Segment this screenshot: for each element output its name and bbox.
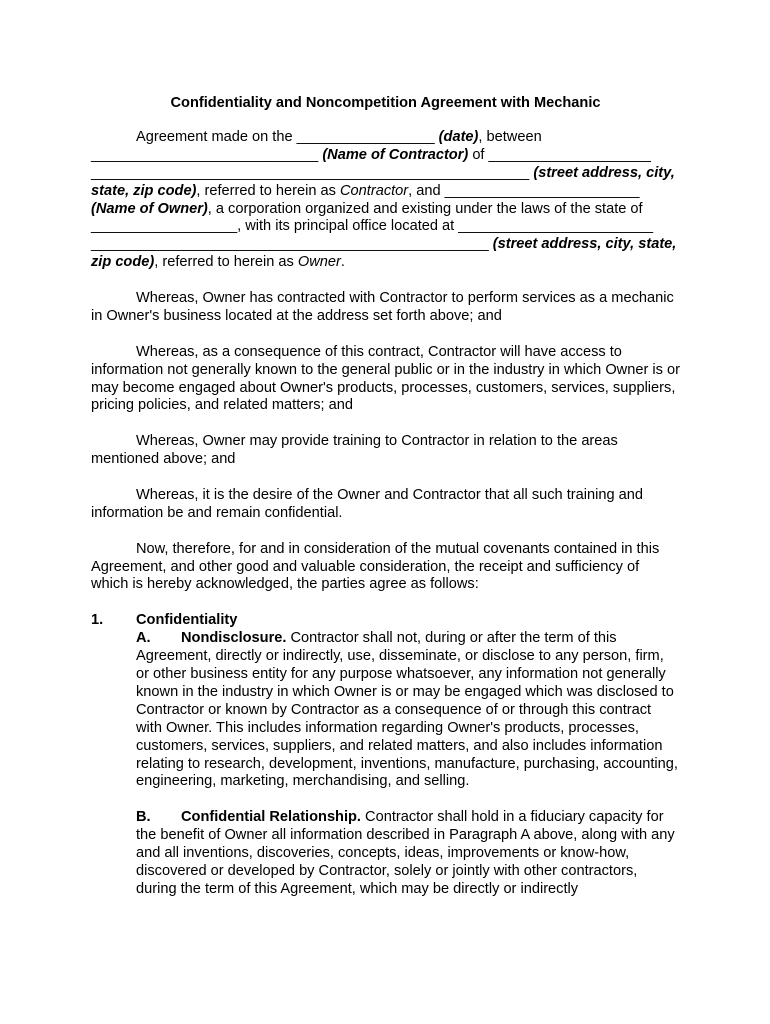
whereas-paragraph-3: Whereas, Owner may provide training to Contractor in relation to the areas mentioned above; and bbox=[91, 433, 618, 468]
section-1-heading bbox=[91, 612, 680, 630]
paragraph-a-title: Nondisclosure. bbox=[181, 630, 287, 647]
contractor-address-placeholder: (street address, city, state, zip code) bbox=[91, 164, 675, 199]
intro-text: , referred to herein as bbox=[154, 254, 298, 271]
intro-text: , referred to herein as bbox=[196, 182, 341, 199]
paragraph-a-text: Contractor shall not, during or after the term of this Agreement, directly or indirectly, use, disseminate, or disclose to any person, firm, or other business entity for any purpose whatsoever, any information not generally known in the industry in which Owner is or may be engaged which was disclosed to Contractor or known by Contractor as a consequence of or through this contract with Owner. This includes information regarding Owner's products, processes, customers, services, suppliers, and related matters, and also includes information relating to research, development, inventions, manufacture, purchasing, accounting, engineering, marketing, merchandising, and selling. bbox=[136, 630, 678, 790]
paragraph-b bbox=[91, 809, 680, 899]
intro-text: . bbox=[340, 254, 345, 271]
section-title: Confidentiality bbox=[136, 612, 238, 629]
owner-name-placeholder: (Name of Owner) bbox=[91, 200, 208, 217]
contractor-name-placeholder: (Name of Contractor) bbox=[322, 146, 469, 163]
whereas-paragraph-4: Whereas, it is the desire of the Owner and Contractor that all such training and information be and remain confidential. bbox=[91, 486, 643, 521]
whereas-paragraph-2: Whereas, as a consequence of this contract, Contractor will have access to information not generally known to the general public or in the industry in which Owner is or may become engaged about Owner's products, processes, customers, services, suppliers, pricing policies, and related matters; and bbox=[91, 343, 680, 414]
now-therefore-paragraph: Now, therefore, for and in consideration of the mutual covenants contained in this Agreement, and other good and valuable consideration, the receipt and sufficiency of which is hereby acknowledged, the parties agree as follows: bbox=[91, 540, 660, 593]
intro-text: , between ____________________________ bbox=[91, 128, 542, 163]
whereas-paragraph-1: Whereas, Owner has contracted with Contractor to perform services as a mechanic in Owner's business located at the address set forth above; and bbox=[91, 290, 674, 324]
date-placeholder: (date) bbox=[438, 128, 479, 145]
paragraph-a-label: A. bbox=[136, 630, 151, 647]
section-number: 1. bbox=[91, 612, 104, 629]
intro-text: , and ________________________ bbox=[408, 182, 640, 199]
owner-address-placeholder: (street address, city, state, zip code) bbox=[91, 236, 677, 271]
paragraph-b-title: Confidential Relationship. bbox=[181, 809, 361, 826]
intro-text: , a corporation organized and existing under the laws of the state of __________________, with its principal office located at ________________________ _________________________________________________ bbox=[91, 200, 654, 253]
document-title: Confidentiality and Noncompetition Agreement with Mechanic bbox=[170, 95, 601, 111]
intro-text: Agreement made on the _________________ bbox=[136, 128, 439, 145]
paragraph-a bbox=[91, 630, 680, 791]
intro-text: of ____________________ ______________________________________________________ bbox=[91, 146, 651, 181]
intro-paragraph bbox=[91, 129, 680, 272]
paragraph-b-label: B. bbox=[136, 809, 151, 826]
contractor-term: Contractor bbox=[340, 182, 409, 199]
owner-term: Owner bbox=[297, 254, 341, 271]
paragraph-b-text: Contractor shall hold in a fiduciary capacity for the benefit of Owner all information described in Paragraph A above, along with any and all inventions, discoveries, concepts, ideas, improvements or know-how, discovered or developed by Contractor, solely or jointly with other contractors, during the term of this Agreement, which may be directly or indirectly bbox=[136, 809, 675, 897]
